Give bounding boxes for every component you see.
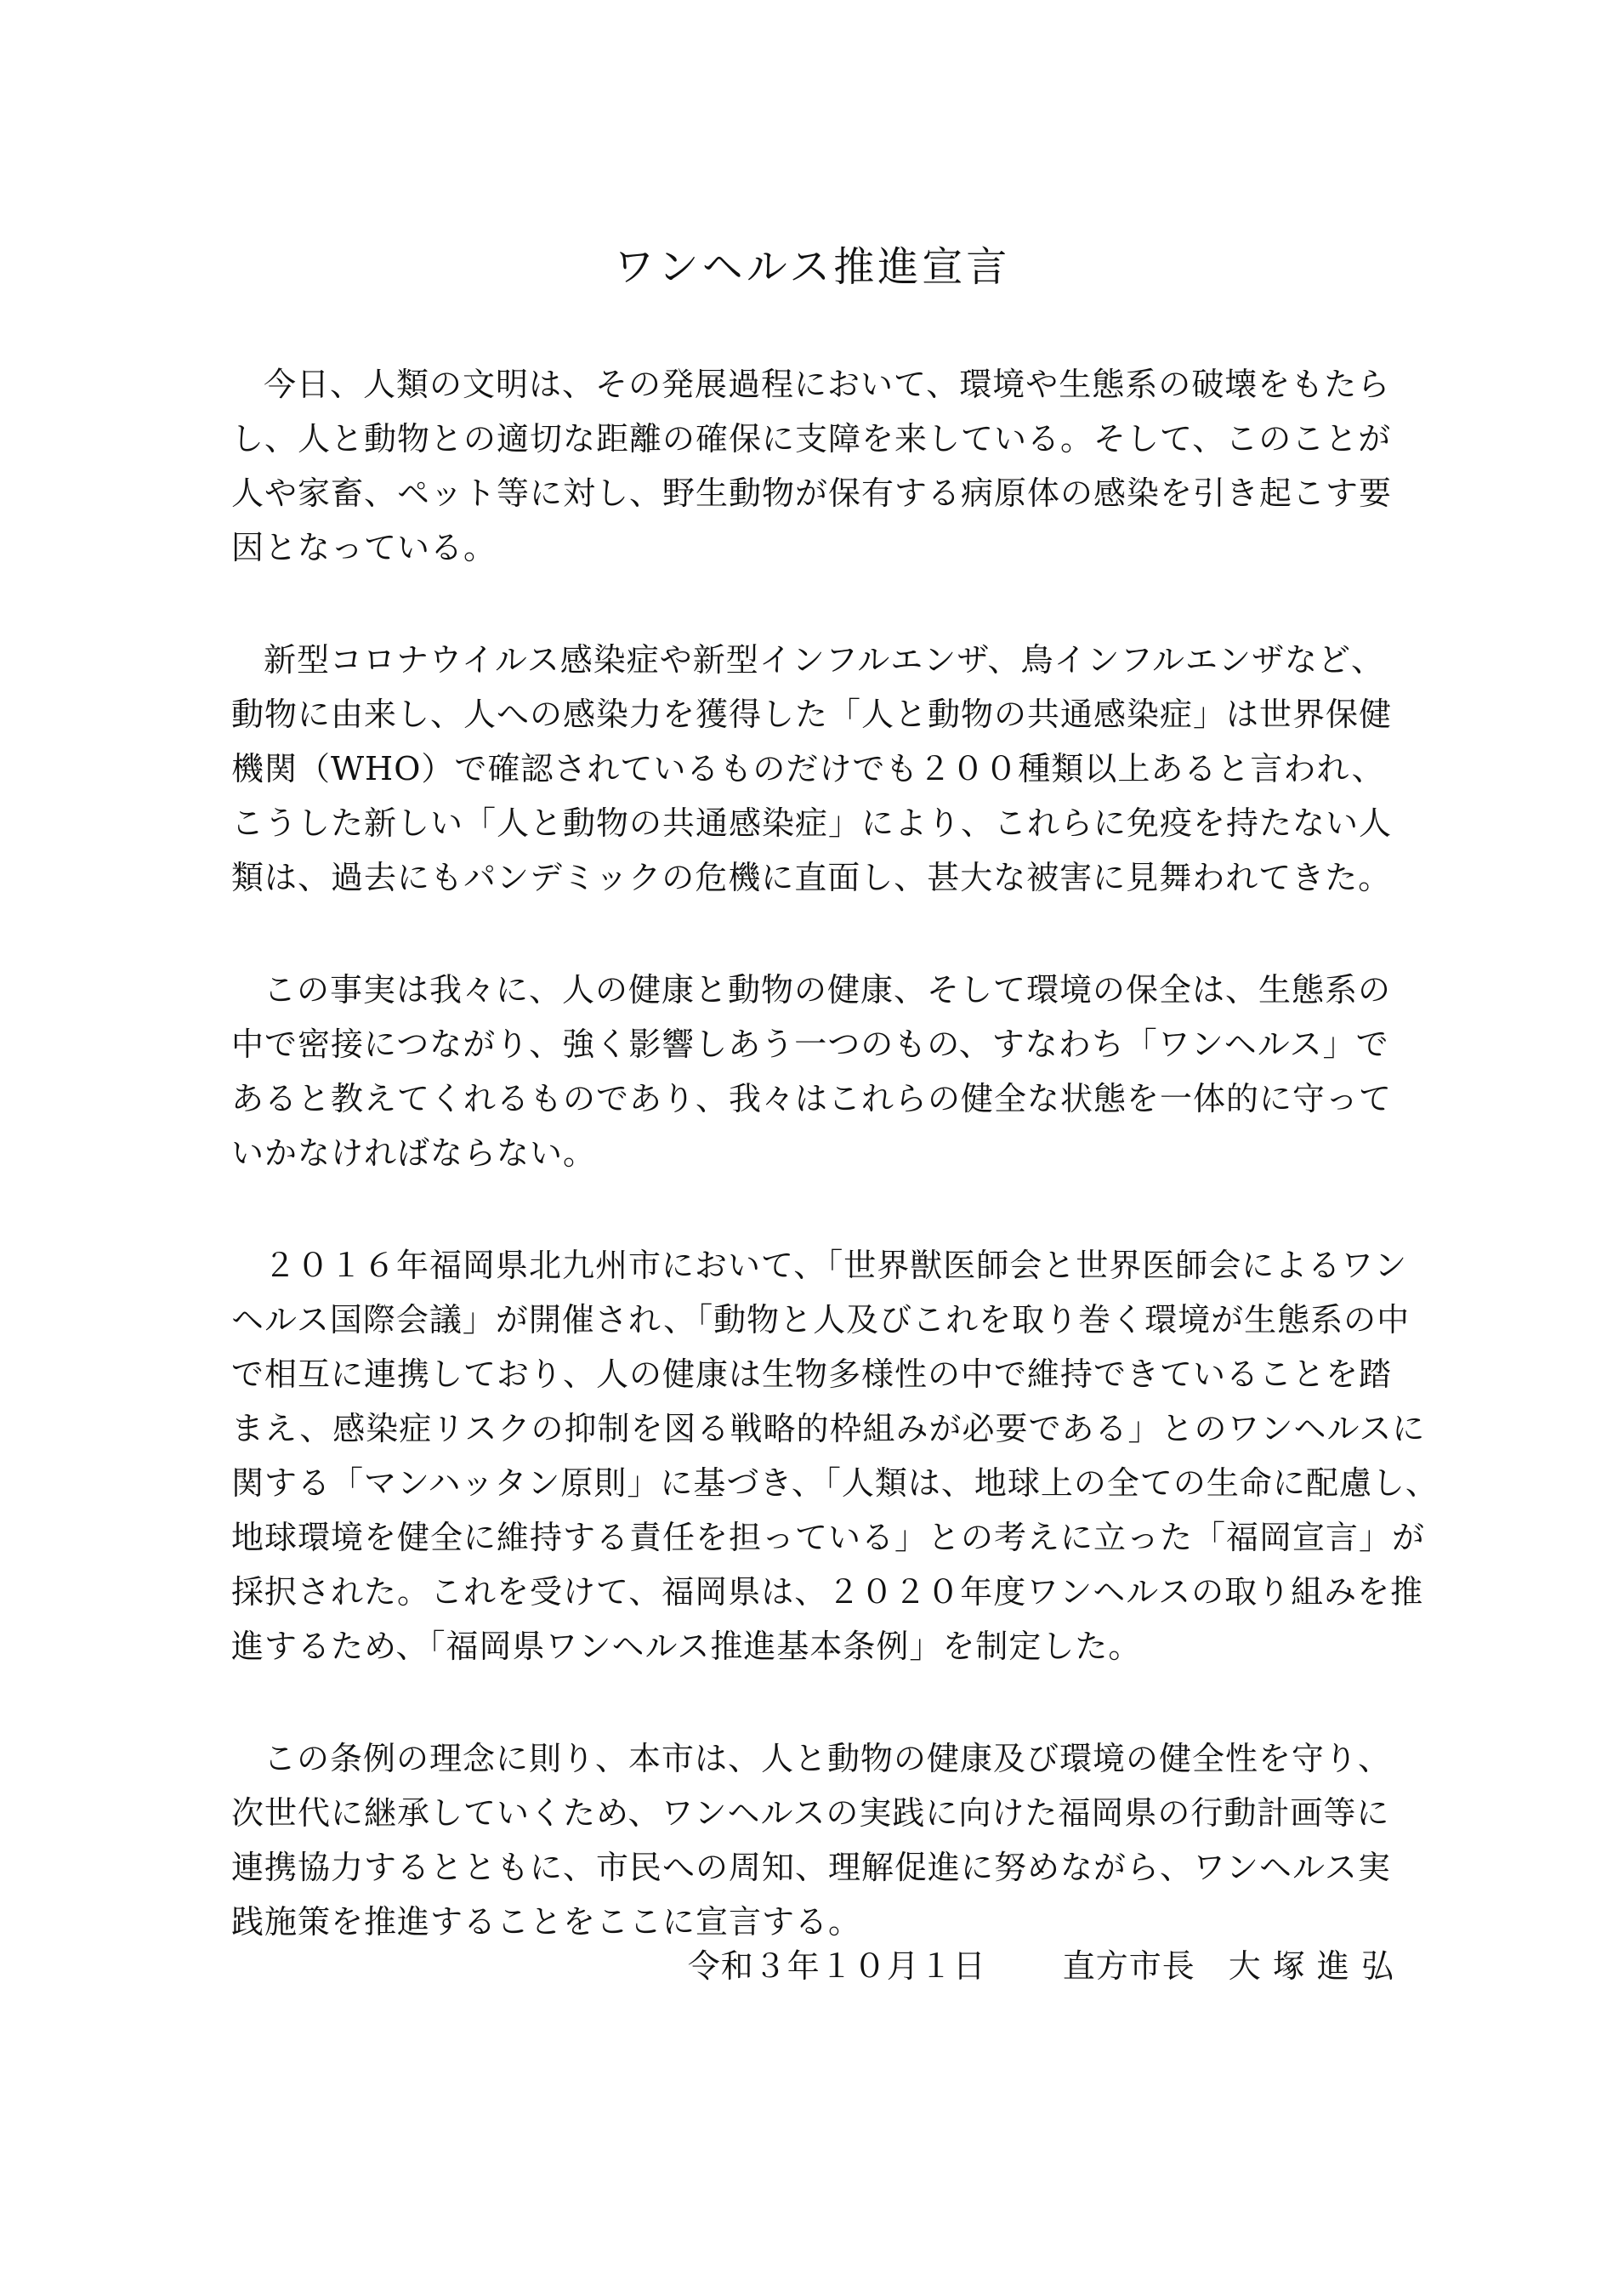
paragraph-line: 連携協力するとともに、市民への周知、理解促進に努めながら、ワンヘルス実: [231, 1849, 1391, 1886]
paragraph-line: この条例の理念に則り、本市は、人と動物の健康及び環境の健全性を守り、: [264, 1740, 1392, 1777]
paragraph-line: で相互に連携しており、人の健康は生物多様性の中で維持できていることを踏: [231, 1355, 1393, 1393]
paragraph-line: まえ、感染症リスクの抑制を図る戦略的枠組みが必要である」とのワンヘルスに: [231, 1410, 1426, 1447]
paragraph-3: [231, 963, 1405, 1180]
paragraph-line: 因となっている。: [231, 529, 497, 566]
signature-block: [688, 1939, 1394, 1993]
paragraph-line: 動物に由来し、人への感染力を獲得した「人と動物の共通感染症」は世界保健: [231, 696, 1393, 733]
paragraph-line: 機関（WHO）で確認されているものだけでも２００種類以上あると言われ、: [231, 750, 1385, 787]
paragraph-line: 次世代に継承していくため、ワンヘルスの実践に向けた福岡県の行動計画等に: [231, 1794, 1390, 1832]
paragraph-line: この事実は我々に、人の健康と動物の健康、そして環境の保全は、生態系の: [264, 971, 1392, 1009]
paragraph-line: 新型コロナウイルス感染症や新型インフルエンザ、鳥インフルエンザなど、: [264, 641, 1385, 679]
declaration-date: 令和３年１０月１日: [687, 1947, 986, 1985]
paragraph-line: ヘルス国際会議」が開催され、「動物と人及びこれを取り巻く環境が生態系の中: [231, 1301, 1411, 1338]
signatory-name: 直方市長 大 塚 進 弘: [1062, 1947, 1394, 1985]
paragraph-line: 地球環境を健全に維持する責任を担っている」との考えに立った「福岡宣言」が: [231, 1519, 1426, 1556]
paragraph-1: [231, 357, 1405, 575]
paragraph-line: 人や家畜、ペット等に対し、野生動物が保有する病原体の感染を引き起こす要: [231, 475, 1393, 512]
paragraph-line: ２０１６年福岡県北九州市において、「世界獣医師会と世界医師会によるワン: [264, 1247, 1408, 1284]
paragraph-line: 類は、過去にもパンデミックの危機に直面し、甚大な被害に見舞われてきた。: [231, 859, 1392, 896]
paragraph-line: いかなければならない。: [231, 1134, 597, 1172]
document-body: [231, 357, 1439, 2007]
paragraph-line: 関する「マンハッタン原則」に基づき、「人類は、地球上の全ての生命に配慮し、: [231, 1464, 1439, 1502]
paragraph-5: [231, 1731, 1405, 1949]
paragraph-line: こうした新しい「人と動物の共通感染症」により、これらに免疫を持たない人: [231, 804, 1393, 842]
paragraph-line: 践施策を推進することをここに宣言する。: [231, 1903, 862, 1941]
paragraph-line: し、人と動物との適切な距離の確保に支障を来している。そして、このことが: [231, 420, 1392, 457]
paragraph-line: 採択された。これを受けて、福岡県は、２０２０年度ワンヘルスの取り組みを推: [231, 1573, 1424, 1611]
paragraph-2: [231, 633, 1405, 905]
document-title: ワンヘルス推進宣言: [613, 243, 1011, 291]
paragraph-line: あると教えてくれるものであり、我々はこれらの健全な状態を一体的に守って: [231, 1080, 1393, 1117]
paragraph-line: 中で密接につながり、強く影響しあう一つのもの、すなわち「ワンヘルス」で: [231, 1026, 1389, 1063]
paragraph-4: [231, 1238, 1439, 1674]
paragraph-line: 今日、人類の文明は、その発展過程において、環境や生態系の破壊をもたら: [264, 366, 1391, 403]
paragraph-line: 進するため、「福岡県ワンヘルス推進基本条例」を制定した。: [231, 1628, 1142, 1665]
